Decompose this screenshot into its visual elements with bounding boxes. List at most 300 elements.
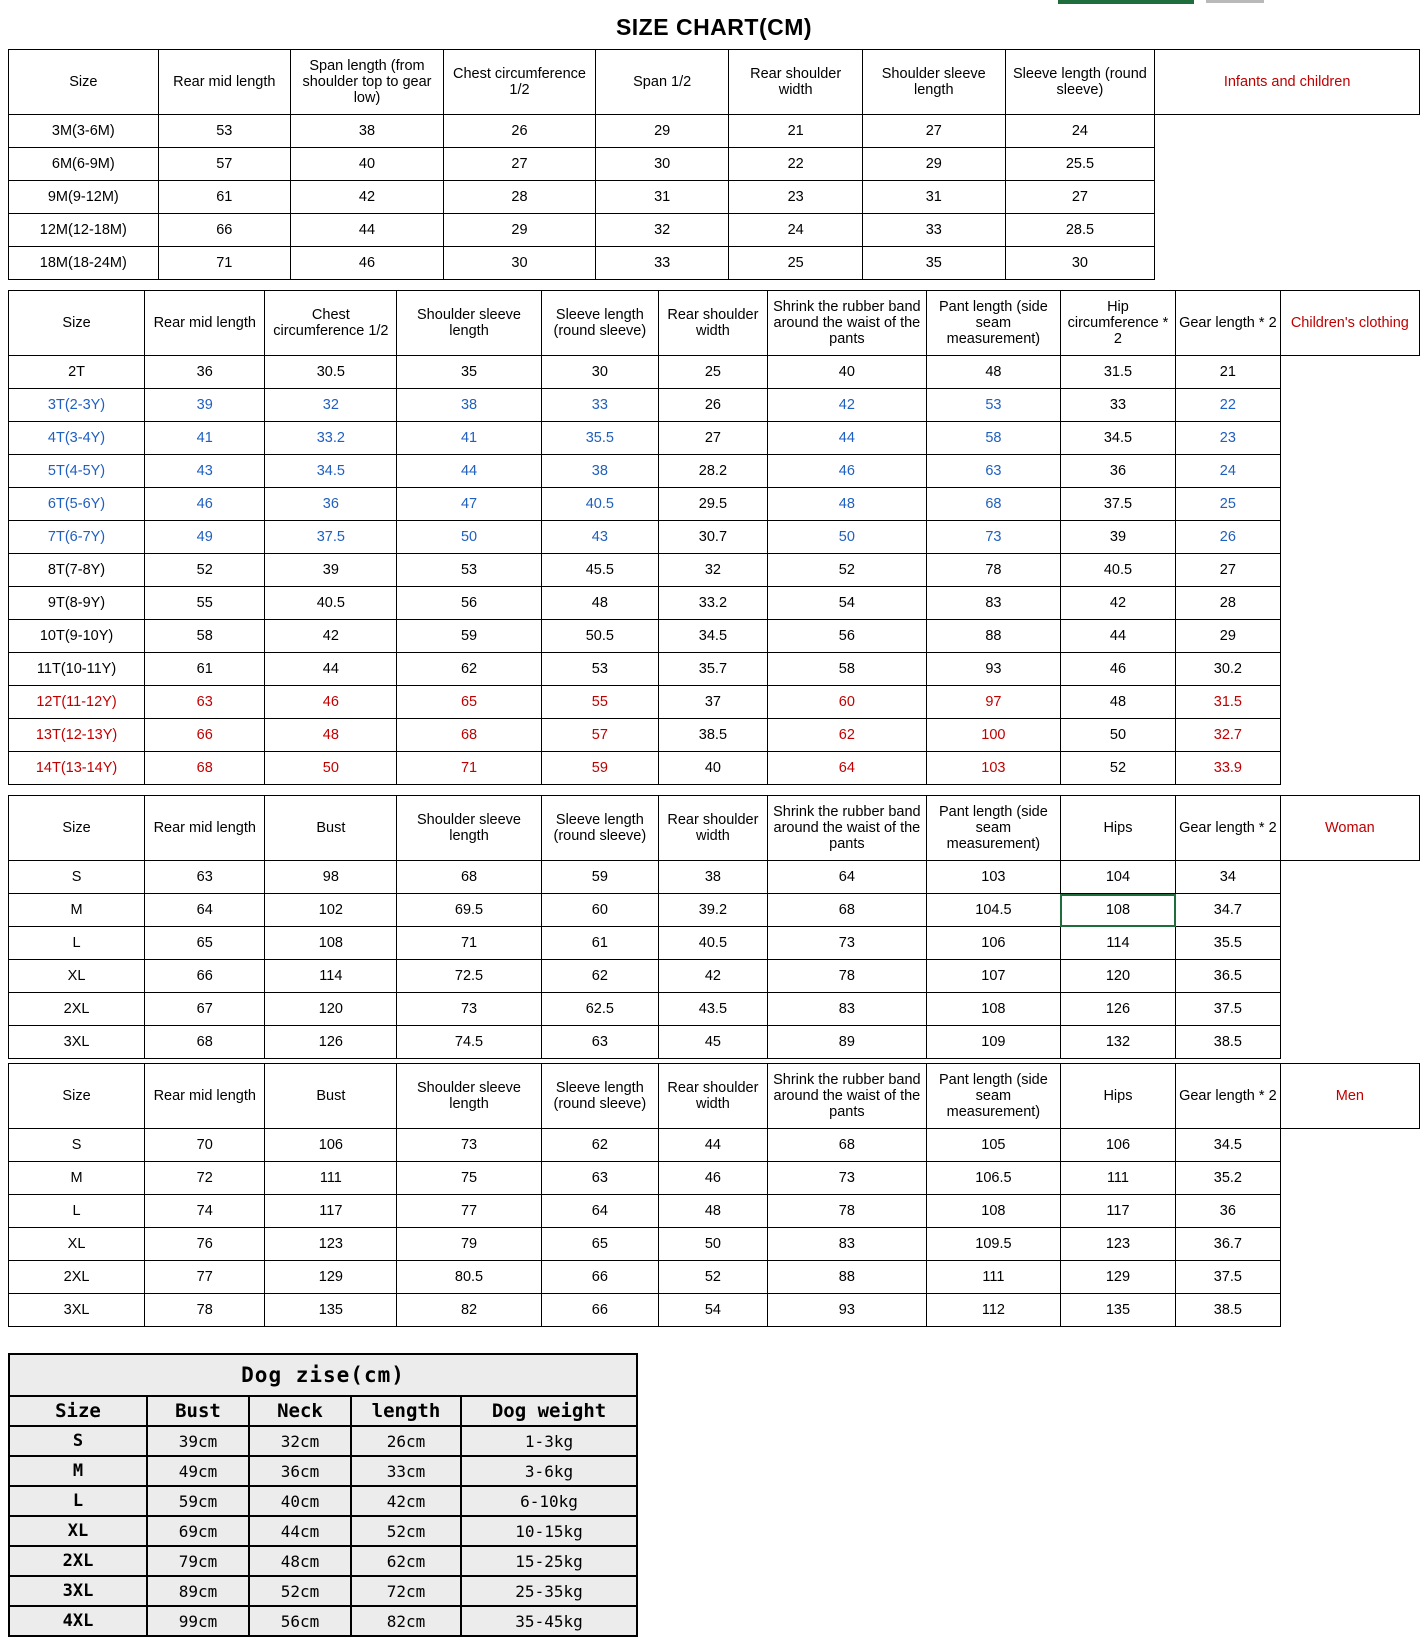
cell-value: 30.5 bbox=[265, 356, 397, 389]
cell-value: 34.5 bbox=[1060, 422, 1175, 455]
table-dog-size bbox=[8, 1353, 638, 1637]
cell-size: 6M(6-9M) bbox=[9, 148, 159, 181]
cell-size: 11T(10-11Y) bbox=[9, 653, 145, 686]
cell-size: 9T(8-9Y) bbox=[9, 587, 145, 620]
cell-value: 98 bbox=[265, 861, 397, 894]
col-bust: Bust bbox=[265, 796, 397, 861]
cell-value: 25.5 bbox=[1005, 148, 1155, 181]
cell-value: 36.5 bbox=[1176, 960, 1281, 993]
cell-value: 33.2 bbox=[658, 587, 767, 620]
cell-size: 7T(6-7Y) bbox=[9, 521, 145, 554]
cell-value: 68 bbox=[767, 1129, 926, 1162]
cell-value: 57 bbox=[541, 719, 658, 752]
cell-value: 112 bbox=[926, 1294, 1060, 1327]
cell-value: 61 bbox=[145, 653, 265, 686]
cell-value: 24 bbox=[729, 214, 863, 247]
col-hip-circumference: Hip circumference * 2 bbox=[1060, 291, 1175, 356]
col-waist-rubber-band: Shrink the rubber band around the waist of the pants bbox=[767, 1064, 926, 1129]
col-shoulder-sleeve-length: Shoulder sleeve length bbox=[397, 1064, 541, 1129]
cell-value: 30 bbox=[541, 356, 658, 389]
cell-value: 48 bbox=[926, 356, 1060, 389]
cell-size: L bbox=[9, 927, 145, 960]
col-rear-shoulder-width: Rear shoulder width bbox=[658, 291, 767, 356]
cell-value: 38.5 bbox=[1176, 1026, 1281, 1059]
cell-value: 83 bbox=[926, 587, 1060, 620]
table-row bbox=[9, 1546, 637, 1576]
table-header-row bbox=[9, 50, 1420, 115]
cell-value: 40 bbox=[290, 148, 443, 181]
cell-value: 35.5 bbox=[1176, 927, 1281, 960]
cell-value: 66 bbox=[145, 960, 265, 993]
cell-value: 46 bbox=[658, 1162, 767, 1195]
cell-value: 58 bbox=[145, 620, 265, 653]
cell-value: 102 bbox=[265, 894, 397, 927]
cell-value: 64 bbox=[145, 894, 265, 927]
cell-value: 49 bbox=[145, 521, 265, 554]
cell-value: 77 bbox=[145, 1261, 265, 1294]
cell-value: 73 bbox=[767, 927, 926, 960]
cell-value: 50 bbox=[397, 521, 541, 554]
cell-value: 23 bbox=[729, 181, 863, 214]
cell-value: 129 bbox=[1060, 1261, 1175, 1294]
cell-value: 44cm bbox=[249, 1516, 351, 1546]
cell-value: 26 bbox=[1176, 521, 1281, 554]
cell-value: 36 bbox=[265, 488, 397, 521]
cell-value: 34.7 bbox=[1176, 894, 1281, 927]
col-chest-circumference: Chest circumference 1/2 bbox=[265, 291, 397, 356]
col-span-half: Span 1/2 bbox=[595, 50, 729, 115]
cell-value: 44 bbox=[767, 422, 926, 455]
cell-value: 35 bbox=[397, 356, 541, 389]
cell-value: 34 bbox=[1176, 861, 1281, 894]
cell-size: 2XL bbox=[9, 1546, 147, 1576]
table-header-row bbox=[9, 291, 1420, 356]
cell-value: 59cm bbox=[147, 1486, 249, 1516]
cell-value: 52cm bbox=[249, 1576, 351, 1606]
col-gear-length: Gear length * 2 bbox=[1176, 796, 1281, 861]
cell-value: 47 bbox=[397, 488, 541, 521]
cell-value: 32 bbox=[265, 389, 397, 422]
cell-value: 62 bbox=[541, 1129, 658, 1162]
page-title: SIZE CHART(CM) bbox=[615, 14, 813, 40]
cell-value: 106 bbox=[1060, 1129, 1175, 1162]
cell-value: 63 bbox=[541, 1026, 658, 1059]
category-label-woman: Woman bbox=[1280, 796, 1419, 861]
cell-size: 3XL bbox=[9, 1294, 145, 1327]
cell-value: 10-15kg bbox=[461, 1516, 637, 1546]
cell-value: 66 bbox=[158, 214, 290, 247]
cell-value: 42cm bbox=[351, 1486, 461, 1516]
cell-value: 62 bbox=[397, 653, 541, 686]
cell-value: 120 bbox=[265, 993, 397, 1026]
cell-size: 13T(12-13Y) bbox=[9, 719, 145, 752]
cell-value: 99cm bbox=[147, 1606, 249, 1636]
cell-value: 88 bbox=[767, 1261, 926, 1294]
cell-size: 18M(18-24M) bbox=[9, 247, 159, 280]
cell-value: 38 bbox=[541, 455, 658, 488]
dog-table-title: Dog zise(cm) bbox=[9, 1354, 637, 1396]
cell-value: 73 bbox=[397, 1129, 541, 1162]
cell-value: 50 bbox=[1060, 719, 1175, 752]
cell-size: L bbox=[9, 1486, 147, 1516]
cell-value: 60 bbox=[767, 686, 926, 719]
cell-value: 69cm bbox=[147, 1516, 249, 1546]
cell-value: 27 bbox=[862, 115, 1005, 148]
cell-value: 53 bbox=[541, 653, 658, 686]
cell-value: 29 bbox=[862, 148, 1005, 181]
cell-size: 14T(13-14Y) bbox=[9, 752, 145, 785]
table-row bbox=[9, 1129, 1420, 1162]
cell-value: 33.2 bbox=[265, 422, 397, 455]
cell-value-highlighted[interactable]: 108 bbox=[1060, 894, 1175, 927]
table-row bbox=[9, 894, 1420, 927]
cell-value: 58 bbox=[767, 653, 926, 686]
cell-value: 104.5 bbox=[926, 894, 1060, 927]
cell-value: 38 bbox=[290, 115, 443, 148]
table-row bbox=[9, 960, 1420, 993]
table-row bbox=[9, 752, 1420, 785]
table-row bbox=[9, 587, 1420, 620]
table-body-woman bbox=[9, 861, 1420, 1059]
col-waist-rubber-band: Shrink the rubber band around the waist of the pants bbox=[767, 291, 926, 356]
cell-value: 80.5 bbox=[397, 1261, 541, 1294]
cell-value: 135 bbox=[1060, 1294, 1175, 1327]
table-row bbox=[9, 1261, 1420, 1294]
cell-value: 48 bbox=[767, 488, 926, 521]
cell-value: 37.5 bbox=[1176, 1261, 1281, 1294]
cell-value: 73 bbox=[397, 993, 541, 1026]
cell-value: 46 bbox=[1060, 653, 1175, 686]
cell-value: 61 bbox=[541, 927, 658, 960]
cell-value: 39cm bbox=[147, 1426, 249, 1456]
cell-value: 35 bbox=[862, 247, 1005, 280]
cell-value: 68 bbox=[397, 861, 541, 894]
table-childrens-clothing bbox=[8, 290, 1420, 785]
category-label-infants: Infants and children bbox=[1155, 50, 1420, 115]
table-body-men bbox=[9, 1129, 1420, 1327]
cell-value: 120 bbox=[1060, 960, 1175, 993]
cell-value: 93 bbox=[926, 653, 1060, 686]
cell-value: 39 bbox=[145, 389, 265, 422]
cell-value: 36cm bbox=[249, 1456, 351, 1486]
table-row bbox=[9, 1426, 637, 1456]
cell-value: 33 bbox=[541, 389, 658, 422]
cell-value: 44 bbox=[1060, 620, 1175, 653]
table-row bbox=[9, 1456, 637, 1486]
col-rear-shoulder-width: Rear shoulder width bbox=[658, 796, 767, 861]
cell-value: 109 bbox=[926, 1026, 1060, 1059]
table-row bbox=[9, 1606, 637, 1636]
cell-value: 32 bbox=[595, 214, 729, 247]
table-row bbox=[9, 356, 1420, 389]
cell-value: 53 bbox=[397, 554, 541, 587]
table-row bbox=[9, 389, 1420, 422]
table-row bbox=[9, 488, 1420, 521]
table-row bbox=[9, 719, 1420, 752]
cell-value: 31.5 bbox=[1060, 356, 1175, 389]
cell-value: 60 bbox=[541, 894, 658, 927]
cell-value: 126 bbox=[1060, 993, 1175, 1026]
cell-value: 39 bbox=[1060, 521, 1175, 554]
cell-value: 29 bbox=[595, 115, 729, 148]
cell-value: 31 bbox=[595, 181, 729, 214]
cell-value: 45 bbox=[658, 1026, 767, 1059]
cell-size: 12T(11-12Y) bbox=[9, 686, 145, 719]
cell-value: 74.5 bbox=[397, 1026, 541, 1059]
cell-value: 59 bbox=[541, 752, 658, 785]
cell-value: 89cm bbox=[147, 1576, 249, 1606]
cell-size: S bbox=[9, 861, 145, 894]
cell-value: 78 bbox=[767, 960, 926, 993]
table-header-row bbox=[9, 1064, 1420, 1129]
col-sleeve-length: Sleeve length (round sleeve) bbox=[1005, 50, 1155, 115]
cell-size: XL bbox=[9, 960, 145, 993]
cell-value: 78 bbox=[767, 1195, 926, 1228]
table-row bbox=[9, 1026, 1420, 1059]
table-row bbox=[9, 1516, 637, 1546]
cell-value: 45.5 bbox=[541, 554, 658, 587]
cell-value: 38 bbox=[658, 861, 767, 894]
cell-value: 62cm bbox=[351, 1546, 461, 1576]
cell-value: 50 bbox=[265, 752, 397, 785]
col-rear-mid-length: Rear mid length bbox=[145, 291, 265, 356]
cell-value: 129 bbox=[265, 1261, 397, 1294]
col-dog-weight: Dog weight bbox=[461, 1396, 637, 1426]
cell-value: 22 bbox=[729, 148, 863, 181]
cell-value: 22 bbox=[1176, 389, 1281, 422]
cell-value: 61 bbox=[158, 181, 290, 214]
cell-value: 37.5 bbox=[1060, 488, 1175, 521]
col-size: Size bbox=[9, 291, 145, 356]
cell-value: 64 bbox=[767, 752, 926, 785]
cell-size: 5T(4-5Y) bbox=[9, 455, 145, 488]
table-row bbox=[9, 861, 1420, 894]
cell-value: 63 bbox=[145, 861, 265, 894]
cell-value: 111 bbox=[1060, 1162, 1175, 1195]
cell-value: 117 bbox=[1060, 1195, 1175, 1228]
col-size: Size bbox=[9, 50, 159, 115]
cell-value: 57 bbox=[158, 148, 290, 181]
cell-value: 30.2 bbox=[1176, 653, 1281, 686]
cell-value: 28 bbox=[1176, 587, 1281, 620]
cell-value: 52 bbox=[145, 554, 265, 587]
cell-value: 82 bbox=[397, 1294, 541, 1327]
cell-value: 123 bbox=[265, 1228, 397, 1261]
cell-value: 33.9 bbox=[1176, 752, 1281, 785]
cell-value: 77 bbox=[397, 1195, 541, 1228]
cell-value: 41 bbox=[397, 422, 541, 455]
dog-title-row bbox=[9, 1354, 637, 1396]
cell-value: 68 bbox=[145, 752, 265, 785]
cell-value: 107 bbox=[926, 960, 1060, 993]
cell-value: 72.5 bbox=[397, 960, 541, 993]
cell-value: 132 bbox=[1060, 1026, 1175, 1059]
col-rear-mid-length: Rear mid length bbox=[158, 50, 290, 115]
cell-value: 40.5 bbox=[541, 488, 658, 521]
cell-value: 36 bbox=[1060, 455, 1175, 488]
col-shoulder-sleeve-length: Shoulder sleeve length bbox=[397, 291, 541, 356]
cell-value: 79cm bbox=[147, 1546, 249, 1576]
cell-value: 28 bbox=[444, 181, 596, 214]
cell-value: 52 bbox=[658, 1261, 767, 1294]
cell-size: M bbox=[9, 894, 145, 927]
table-infants bbox=[8, 49, 1420, 280]
cell-value: 106.5 bbox=[926, 1162, 1060, 1195]
cell-value: 68 bbox=[145, 1026, 265, 1059]
cell-value: 65 bbox=[145, 927, 265, 960]
cell-value: 25-35kg bbox=[461, 1576, 637, 1606]
cell-value: 31 bbox=[862, 181, 1005, 214]
cell-value: 71 bbox=[158, 247, 290, 280]
table-row bbox=[9, 115, 1420, 148]
col-shoulder-sleeve-length: Shoulder sleeve length bbox=[397, 796, 541, 861]
cell-value: 48 bbox=[1060, 686, 1175, 719]
cell-value: 68 bbox=[767, 894, 926, 927]
cell-value: 27 bbox=[444, 148, 596, 181]
cell-value: 29 bbox=[444, 214, 596, 247]
table-body-infants bbox=[9, 115, 1420, 280]
cell-value: 78 bbox=[145, 1294, 265, 1327]
cell-value: 46 bbox=[290, 247, 443, 280]
cell-value: 114 bbox=[265, 960, 397, 993]
cell-value: 50 bbox=[767, 521, 926, 554]
cell-value: 36 bbox=[145, 356, 265, 389]
table-row bbox=[9, 181, 1420, 214]
cell-value: 26cm bbox=[351, 1426, 461, 1456]
table-row bbox=[9, 1228, 1420, 1261]
cell-value: 43 bbox=[145, 455, 265, 488]
cell-value: 103 bbox=[926, 861, 1060, 894]
cell-value: 24 bbox=[1176, 455, 1281, 488]
col-pant-length: Pant length (side seam measurement) bbox=[926, 291, 1060, 356]
cell-value: 38.5 bbox=[1176, 1294, 1281, 1327]
table-woman bbox=[8, 795, 1420, 1059]
col-rear-shoulder-width: Rear shoulder width bbox=[729, 50, 863, 115]
table-row bbox=[9, 148, 1420, 181]
cell-value: 103 bbox=[926, 752, 1060, 785]
cell-value: 41 bbox=[145, 422, 265, 455]
cell-value: 34.5 bbox=[1176, 1129, 1281, 1162]
cell-value: 69.5 bbox=[397, 894, 541, 927]
cell-value: 40.5 bbox=[265, 587, 397, 620]
cell-value: 67 bbox=[145, 993, 265, 1026]
col-sleeve-length: Sleeve length (round sleeve) bbox=[541, 291, 658, 356]
cell-value: 135 bbox=[265, 1294, 397, 1327]
cell-value: 66 bbox=[541, 1294, 658, 1327]
col-rear-mid-length: Rear mid length bbox=[145, 796, 265, 861]
col-shoulder-sleeve-length: Shoulder sleeve length bbox=[862, 50, 1005, 115]
cell-value: 37.5 bbox=[1176, 993, 1281, 1026]
cell-value: 33 bbox=[1060, 389, 1175, 422]
cell-value: 50.5 bbox=[541, 620, 658, 653]
table-body-childrens-clothing bbox=[9, 356, 1420, 785]
cell-value: 49cm bbox=[147, 1456, 249, 1486]
cell-value: 83 bbox=[767, 1228, 926, 1261]
cell-value: 62.5 bbox=[541, 993, 658, 1026]
cell-value: 71 bbox=[397, 752, 541, 785]
col-sleeve-length: Sleeve length (round sleeve) bbox=[541, 1064, 658, 1129]
cell-value: 34.5 bbox=[658, 620, 767, 653]
cell-size: M bbox=[9, 1162, 145, 1195]
col-bust: Bust bbox=[147, 1396, 249, 1426]
cell-size: 3XL bbox=[9, 1026, 145, 1059]
cell-value: 53 bbox=[158, 115, 290, 148]
cell-value: 25 bbox=[1176, 488, 1281, 521]
cell-size: 2T bbox=[9, 356, 145, 389]
table-row bbox=[9, 653, 1420, 686]
cell-value: 100 bbox=[926, 719, 1060, 752]
cell-size: 12M(12-18M) bbox=[9, 214, 159, 247]
cell-value: 111 bbox=[265, 1162, 397, 1195]
cell-value: 29.5 bbox=[658, 488, 767, 521]
cell-value: 48 bbox=[658, 1195, 767, 1228]
cell-value: 108 bbox=[926, 993, 1060, 1026]
cell-value: 56 bbox=[767, 620, 926, 653]
table-row bbox=[9, 247, 1420, 280]
cell-value: 32 bbox=[658, 554, 767, 587]
category-label-men: Men bbox=[1280, 1064, 1419, 1129]
cell-size: 10T(9-10Y) bbox=[9, 620, 145, 653]
cell-value: 42 bbox=[290, 181, 443, 214]
cell-value: 43.5 bbox=[658, 993, 767, 1026]
table-row bbox=[9, 214, 1420, 247]
cell-value: 114 bbox=[1060, 927, 1175, 960]
top-accent-bar bbox=[1058, 0, 1194, 4]
cell-size: XL bbox=[9, 1228, 145, 1261]
cell-value: 48 bbox=[265, 719, 397, 752]
cell-size: 8T(7-8Y) bbox=[9, 554, 145, 587]
cell-value: 55 bbox=[541, 686, 658, 719]
cell-value: 68 bbox=[926, 488, 1060, 521]
table-row bbox=[9, 554, 1420, 587]
cell-value: 73 bbox=[767, 1162, 926, 1195]
cell-value: 105 bbox=[926, 1129, 1060, 1162]
cell-value: 3-6kg bbox=[461, 1456, 637, 1486]
cell-value: 54 bbox=[658, 1294, 767, 1327]
cell-value: 74 bbox=[145, 1195, 265, 1228]
cell-value: 123 bbox=[1060, 1228, 1175, 1261]
cell-value: 38.5 bbox=[658, 719, 767, 752]
cell-value: 25 bbox=[658, 356, 767, 389]
cell-value: 75 bbox=[397, 1162, 541, 1195]
cell-value: 111 bbox=[926, 1261, 1060, 1294]
table-row bbox=[9, 1195, 1420, 1228]
table-row bbox=[9, 1576, 637, 1606]
cell-value: 64 bbox=[767, 861, 926, 894]
cell-value: 44 bbox=[658, 1129, 767, 1162]
cell-value: 40 bbox=[767, 356, 926, 389]
table-row bbox=[9, 422, 1420, 455]
cell-value: 58 bbox=[926, 422, 1060, 455]
col-chest-circumference: Chest circumference 1/2 bbox=[444, 50, 596, 115]
cell-value: 46 bbox=[145, 488, 265, 521]
cell-value: 106 bbox=[265, 1129, 397, 1162]
col-rear-mid-length: Rear mid length bbox=[145, 1064, 265, 1129]
cell-value: 39.2 bbox=[658, 894, 767, 927]
cell-value: 27 bbox=[1005, 181, 1155, 214]
cell-value: 48cm bbox=[249, 1546, 351, 1576]
table-row bbox=[9, 1162, 1420, 1195]
cell-value: 62 bbox=[767, 719, 926, 752]
cell-size: 6T(5-6Y) bbox=[9, 488, 145, 521]
cell-value: 30 bbox=[444, 247, 596, 280]
cell-value: 37 bbox=[658, 686, 767, 719]
cell-value: 39 bbox=[265, 554, 397, 587]
cell-value: 52 bbox=[1060, 752, 1175, 785]
col-length: length bbox=[351, 1396, 461, 1426]
table-row bbox=[9, 993, 1420, 1026]
table-row bbox=[9, 1294, 1420, 1327]
